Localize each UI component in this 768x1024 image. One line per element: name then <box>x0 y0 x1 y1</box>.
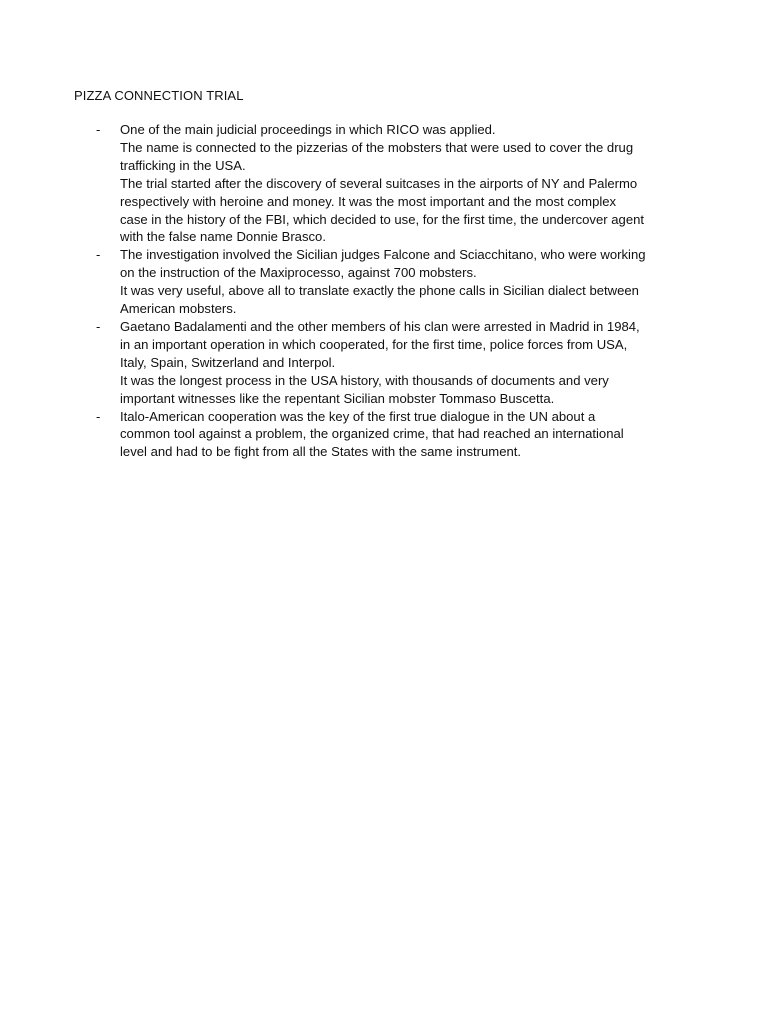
bullet-marker: - <box>96 318 101 334</box>
bullet-item <box>96 121 696 246</box>
bullet-item <box>96 246 696 318</box>
page-title: PIZZA CONNECTION TRIAL <box>74 88 244 103</box>
bullet-item <box>96 318 696 408</box>
text-line: One of the main judicial proceedings in which RICO was applied. <box>120 122 496 137</box>
text-line: It was very useful, above all to translate exactly the phone calls in Sicilian dialect between <box>120 283 639 299</box>
text-line: with the false name Donnie Brasco. <box>120 229 326 245</box>
text-line: Italy, Spain, Switzerland and Interpol. <box>120 354 336 370</box>
text-line: case in the history of the FBI, which decided to use, for the first time, the undercover agent <box>120 211 645 227</box>
bullet-marker: - <box>96 122 101 137</box>
text-line: The investigation involved the Sicilian judges Falcone and Sciacchitano, who were working <box>120 247 646 263</box>
text-line: It was the longest process in the USA history, with thousands of documents and very <box>120 372 609 388</box>
bullet-marker: - <box>96 408 101 424</box>
text-line: respectively with heroine and money. It was the most important and the most complex <box>120 193 617 209</box>
text-line: The name is connected to the pizzerias of the mobsters that were used to cover the drug <box>120 139 634 155</box>
text-line: Gaetano Badalamenti and the other members of his clan were arrested in Madrid in 1984, <box>120 318 640 334</box>
bullet-item <box>96 408 696 462</box>
text-line: level and had to be fight from all the States with the same instrument. <box>120 444 522 460</box>
text-line: trafficking in the USA. <box>120 157 246 173</box>
text-line: in an important operation in which cooperated, for the first time, police forces from USA, <box>120 336 628 352</box>
text-line: common tool against a problem, the organized crime, that had reached an international <box>120 426 624 442</box>
bullet-list <box>96 121 696 461</box>
text-line: important witnesses like the repentant Sicilian mobster Tommaso Buscetta. <box>120 390 555 406</box>
bullet-marker: - <box>96 247 101 263</box>
text-line: American mobsters. <box>120 301 237 317</box>
text-line: on the instruction of the Maxiprocesso, against 700 mobsters. <box>120 265 477 281</box>
text-line: The trial started after the discovery of several suitcases in the airports of NY and Palermo <box>120 175 638 191</box>
text-line: Italo-American cooperation was the key of the first true dialogue in the UN about a <box>120 408 596 424</box>
